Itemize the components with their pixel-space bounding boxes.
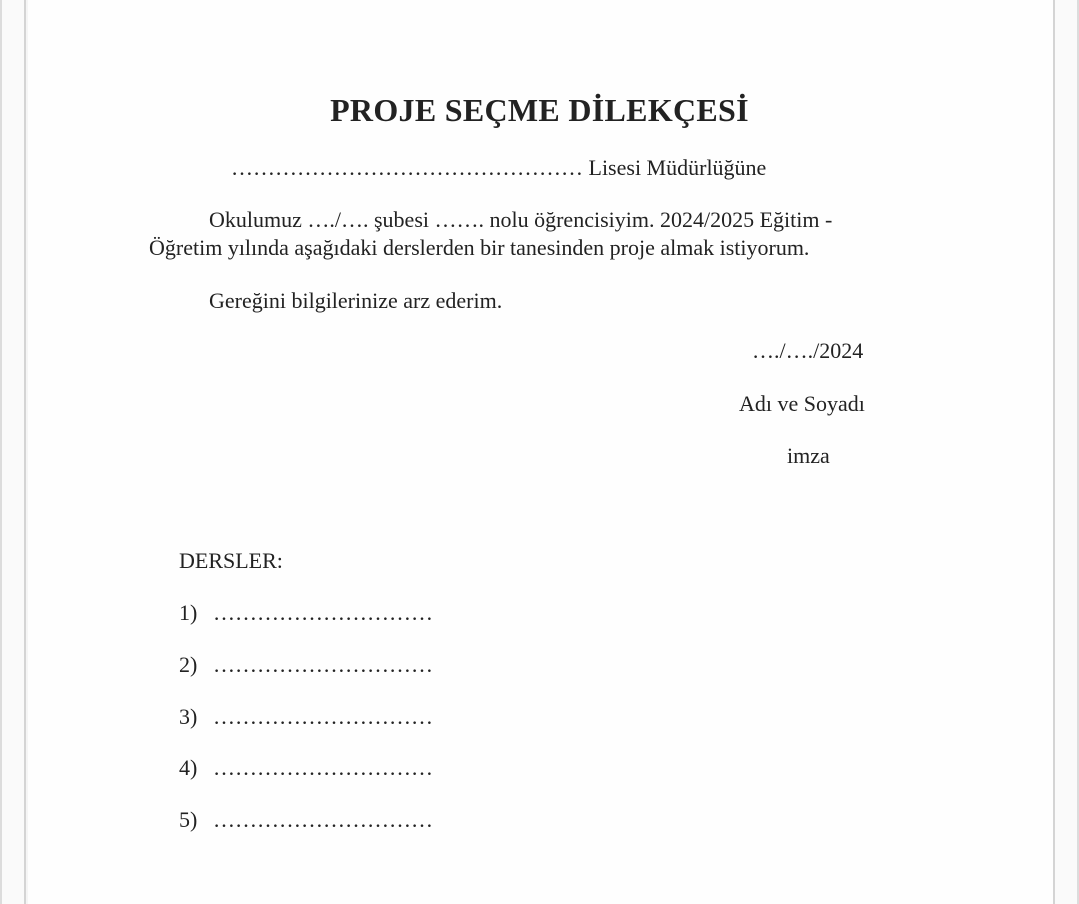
closing-line: Gereğini bilgilerinize arz ederim. xyxy=(209,288,503,313)
course-blank: ………………………… xyxy=(213,704,433,729)
course-number: 3) xyxy=(179,704,198,729)
paragraph-line-1: Okulumuz …./…. şubesi ……. nolu öğrencisiyim. 2024/2025 Eğitim - xyxy=(209,207,833,232)
course-blank: ………………………… xyxy=(213,600,433,625)
course-item xyxy=(179,704,433,730)
course-number: 4) xyxy=(179,755,198,780)
course-blank: ………………………… xyxy=(213,755,433,780)
right-margin-strip xyxy=(1053,0,1079,904)
course-number: 5) xyxy=(179,807,198,832)
course-blank: ………………………… xyxy=(213,652,433,677)
course-number: 1) xyxy=(179,600,198,625)
course-blank: ………………………… xyxy=(213,807,433,832)
courses-heading: DERSLER: xyxy=(179,548,283,573)
name-label: Adı ve Soyadı xyxy=(739,391,865,416)
addressee-line: ………………………………………… Lisesi Müdürlüğüne xyxy=(231,155,767,180)
document-title: PROJE SEÇME DİLEKÇESİ xyxy=(330,92,749,128)
course-item xyxy=(179,652,433,678)
date-field: …./…./2024 xyxy=(752,338,864,363)
paragraph-line-2: Öğretim yılında aşağıdaki derslerden bir tanesinden proje almak istiyorum. xyxy=(149,235,810,260)
signature-label: imza xyxy=(787,443,830,468)
left-margin-strip xyxy=(0,0,26,904)
course-item xyxy=(179,807,433,833)
course-item xyxy=(179,600,433,626)
course-number: 2) xyxy=(179,652,198,677)
course-item xyxy=(179,755,433,781)
